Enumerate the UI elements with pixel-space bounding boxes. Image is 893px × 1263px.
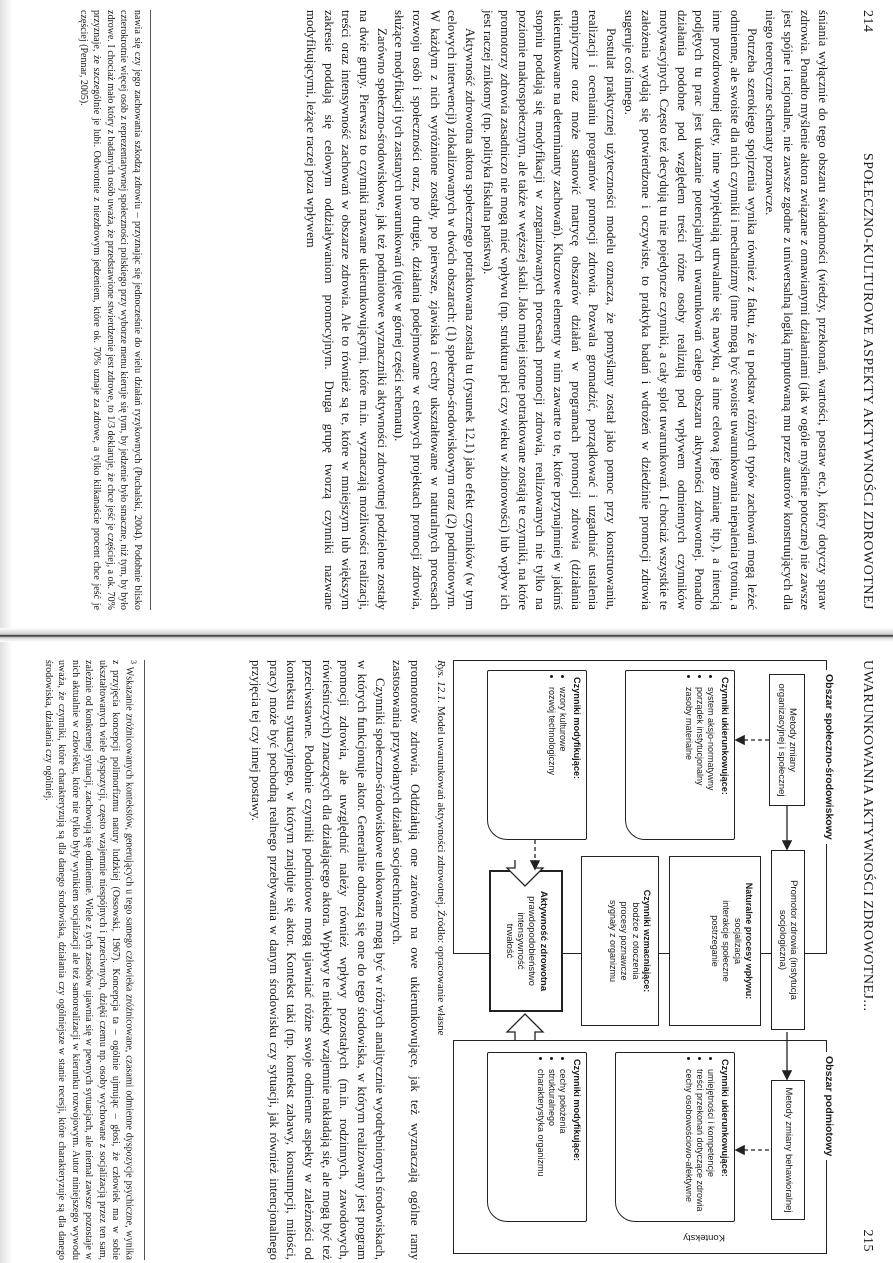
list-item: • umiejętności i kompetencje [705,1069,716,1215]
body-text-215 [246,660,423,1260]
subjective-area-label: Obszar podmiotowy [823,1052,835,1160]
paragraph: Postulat praktycznej użyteczności modelu oznacza, że pomyślany został jako pomoc przy konstruowaniu, realizacji i ocenianiu programów promocji zdrowia. Pozwala gromadzić, porządkować i uzgadniać ustalenia empiryczne oraz może stanowić matrycę obszarów działań w programach promocji zdrowia (działania ukierunkowane na determinanty zachowań). Kluczowe elementy w nim zawarte to te, które przynajmniej w jakimś stopniu poddają się modyfikacji w zorganizowanych procesach promocji zdrowia, realizowanych nie tylko na poziomie makrospołecznym, ale także w węższej skali. Jako mniej istotne potraktowane zostają te czynniki, na które promotorzy zdrowia zasadniczo nie mogą mieć wpływu (np. struktura płci czy wieku w zbiorowości) lub wpływ ich jest raczej znikomy (np. polityka fiskalna państwa). [480,10,619,610]
big-arrow-right [507,1014,543,1040]
list-item: socjalizacja [732,917,743,965]
list-item: • rozwój technologiczny [546,687,557,833]
list-item: • wzory kulturowe [557,687,568,833]
natural-processes-title: Naturalne procesy wpływu: [744,882,754,1000]
list-item: • porządek instytucjonalny [694,687,705,833]
running-head-215 [859,660,875,1252]
paragraph: Zarówno społeczno-środowiskowe, jak też podmiotowe wyznaczniki aktywności zdrowotnej podzielone zostały na dwie grupy. Pierwsza to czynniki nazwane ukierunkowującymi, które m.in. wyznaczają możliwości realizacji, treści oraz intensywność zachowań w obszarze zdrowia. Ale to również są te, które w mniejszym lub większym zakresie poddają się celowym oddziaływaniom promocyjnym. Druga grupę tworzą czynniki nazwane modyfikującymi, leżące raczej poza wpływem [303,10,389,610]
health-activity-title: Aktywność zdrowotna [537,890,549,992]
running-head-title: SPOŁECZNO-KULTUROWE ASPEKTY AKTYWNOŚCI ZDROWOTNEJ [860,152,875,610]
list-item: • cechy położenia [557,1069,568,1215]
diagram-arrows [455,660,835,1252]
list-item: • system aksjo-normatywny [705,687,716,833]
running-head-title: UWARUNKOWANIA AKTYWNOŚCI ZDROWOTNEJ... [860,660,875,1012]
list-item: prawdopodobieństwo [526,896,538,986]
list-item: sygnały z organizmu [608,899,619,983]
list-item: intensywność [515,912,526,970]
subj-label: Konteksty [683,1232,725,1243]
paragraph: Czynniki społeczno-środowiskowe ulokowane mogą być w różnych analitycznie wyodrębnionych środowiskach, w których funkcjonuje aktor. Generalnie odnoszą się one do tego środowiska, w którym realizowany jest program promocji zdrowia, ale uwzględnić należy również wpływy pozostałych (m.in. rodzinnych, zawodowych, rówieśniczych) znaczących dla działającego aktora. Wpływy te niekiedy wzajemnie nakładają się, ale mogą być też przeciwstawne. Podobnie czynniki podmiotowe mogą ujawniać różne swoje odmienne aspekty w zależności od kontekstu sytuacyjnego, w którym znajduje się aktor. Kontekst taki (np. kontekst zabawy, konsumpcji, miłości, pracy) może być pochodną realnego przebywania w danym środowisku czy sytuacji, jak również intencjonalnego przyjęcia tej czy innej postawy. [249,660,387,1260]
env-modifying-title: Czynniki modyfikujące: [572,677,582,780]
running-head-214 [859,10,875,610]
page-number: 215 [860,1229,875,1252]
reinforcing-title: Czynniki wzmacniające: [642,889,652,993]
list-item: postrzeganie [710,915,721,967]
promotor-box: Promotor zdrowia (instytucja socjologiczna) [771,850,805,1030]
footnote-214: nawia się czy jego zachowania szkodzą zdrowiu – przyznając się jednocześnie do wielu działań ryzykownych (Puchalski, 2004). Podobnie blisko czterokrotnie więcej osób z reprezentatywnej społeczności polskiego przy wyborze menu kieruje się tym, by jedzenie było smaczne, niż tym, by było zdrowe. I chociaż mało który z badanych osób uważa, że przedstawione stwierdzenie jest zdrowe, to 1/3 deklaruje, że chce jeść je częściej, a ok. 70% przyznaje, że szczególnie je lubi. Odwrotnie z niezdrowym jedzeniem, które ok. 70% uznaje za zdrowe, a tylko kilkanaście procent chce jeść je częściej (Pennar, 2005). [77,10,152,610]
paragraph: Potrzeba szerokiego spojrzenia wynika również z faktu, że u podstaw różnych typów zachowań mogą leżeć odmienne, ale swoiste dla nich czynniki i mechanizmy (inne mogą być swoiste uwarunkowania niepalenia tytoniu, a inne prozdrowotnej diety, inne wypiękniają utrwalanie się nawyku, a inne celową jego zmianę itp.), a intencją podjętych tu prac jest ukazanie potencjalnych uwarunkowań całego obszaru aktywności zdrowotnej. Ponadto działania podobne pod względem treści różne osoby realizują pod wpływem odmiennych czynników motywacyjnych. Często też decydują tu nie pojedyncze czynniki, a cały splot uwarunkowań. I chociaż wszystkie te założenia wydają się potwierdzone i oczywiste, to praktyka badań i wdrożeń w dziedzinie promocji zdrowia sugeruje coś innego. [621,10,760,610]
environment-area-label: Obszar społeczno-środowiskowy [823,670,835,844]
footnote-215 [41,660,145,1260]
list-item: bodźce z otoczenia [630,902,641,980]
list-item: • cechy osobowościowo-afektywne [683,1069,694,1215]
caption-text: Model uwarunkowań aktywności zdrowotnej. Źródło: opracowanie własne [435,705,447,1036]
page-number: 214 [860,10,875,33]
footnote-marker: 3 [129,660,138,664]
model-diagram [455,660,835,1252]
footnote-text: Wskazanie zróżnicowanych kontekstów, generujących u tego samego człowieka zróżnicowane, czasami odmienne dyspozycje psychiczne, wynika z przyjęcia koncepcji polimorfizmu natury ludzkiej (Ossowski, 1967). Koncepcja ta – ogólnie ujmując – głosi, że człowiek ma w sobie ukształtowanych wiele dyspozycji, często wzajemnie niespójnych i przeciwnych, dzięki czemu np. osoby wychowane z socjalizacją przez ten sam, zależnie od konkretnej sytuacji, zachowują się odmiennie. Wiele z tych zasobów ujawnia się w pewnych sytuacjach, ale niemal zawsze pozostaje w nich aktualnie w człowieku, które nie tylko były wynikiem socjalizacji ale też samorealizacji w kierunku rozwojowym. Autor niniejszego wywodu uważa, że czynniki, które charakteryzują są dla danego środowiska, działania czy ogólniejsze w stanie recesji, które charakteryzuje są dla danego środowiska, działania czy ogólniej. [42,660,135,1260]
paragraph: promotorów zdrowia. Oddziałują one zarówno na owe ukierunkowujące, jak też wyznaczają ogólne ramy zastosowania przywołanych działań socjotechnicznych. [390,660,422,1260]
page-215 [0,650,893,1262]
caption-label: Rys. 12.1. [435,660,447,704]
body-text-214 [301,10,831,610]
figure-caption [435,660,447,1252]
list-item: procesy poznawcze [619,901,630,981]
list-item: • treści przekonań dotyczące zdrowia [694,1069,705,1215]
env-orienting-title: Czynniki ukierunkowujące: [720,677,730,795]
paragraph: Aktywność zdrowotna aktora społecznego potraktowana została tu (rysunek 12.1) jako efekt czynników (w tym celowych interwencji) zlokalizowanych w dwóch obszarach: (1) społeczno-środowiskowym oraz (2) podmiotowym. W każdym z nich wyróżnione zostały, po pierwsze, zjawiska i cechy ukształtowane w naturalnych procesach rozwoju osób i społeczności oraz, po drugie, działania podejmowane w celowych projektach promocji zdrowia, służące modyfikacji tych zastanych uwarunkowań (ujęte w górnej części schematu). [392,10,477,610]
list-item: • strukturalnego [546,1069,557,1215]
subj-modifying-title: Czynniki modyfikujące: [572,1059,582,1162]
paragraph: śniania wyłącznie do tego obszaru świadomości (wiedzy, przekonań, wartości, postaw etc.), który dotyczy spraw zdrowia. Ponadto myślenie aktora związane z omawianymi działaniami (jak w ogóle myślenie potoczne) nie zawsze jest spójne i racjonalne, nie zawsze zgodne z uniwersalną logiką imputowaną mu przez autorów konstruujących dla niego teoretyczne schematy poznawcze. [763,10,830,610]
env-methods-box: Metody zmiany organizacyjnej i społecznej [769,674,805,806]
list-item: • charakterystyka organizmu [535,1069,546,1215]
list-item: interakcje społeczne [721,900,732,982]
subj-orienting-title: Czynniki ukierunkowujące: [720,1059,730,1177]
list-item: trwałość [503,923,515,959]
book-gutter [0,628,893,642]
subj-methods-box: Metody zmiany behawioralnej [771,1080,805,1220]
big-arrow-left [507,860,543,886]
page-214 [0,0,893,620]
list-item: • zasoby materialne [683,687,694,833]
